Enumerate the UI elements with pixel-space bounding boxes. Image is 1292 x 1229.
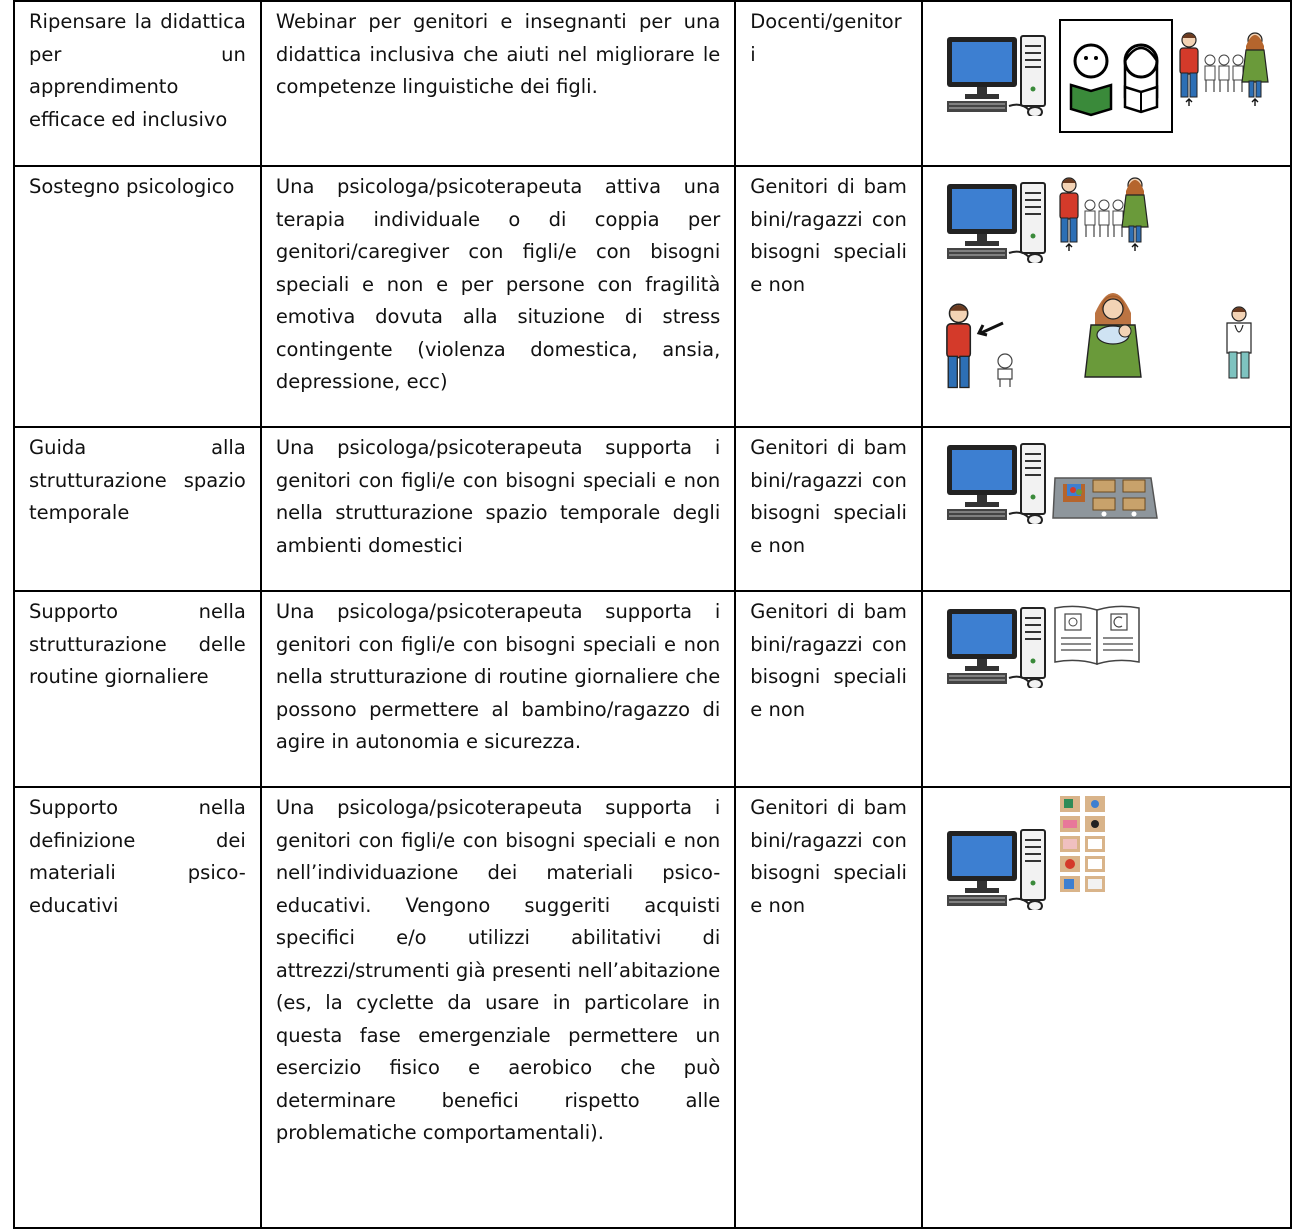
- room-layout-pictogram: [1049, 470, 1159, 526]
- computer-pictogram: [945, 828, 1047, 910]
- activity-cell: Sostegno psicologico: [14, 166, 261, 427]
- description-cell: Una psicologa/psicoterapeuta supporta i genitori con figli/e con bisogni speciali e non nell’individuazione dei materiali psico-educativi. Vengono suggeriti acquisti specifici e/o utilizzi abilitativi di attrezzi/strumenti già presenti nell’abitazione (es, la cyclette da usare in particolare in questa fase emergenziale permettere un esercizio fisico e aerobico che può determinare benefici rispetto alle problematiche comportamentali).: [261, 787, 735, 1228]
- description-cell: Una psicologa/psicoterapeuta supporta i genitori con figli/e con bisogni speciali e non nella strutturazione di routine giornaliere che possono permettere al bambino/ragazzo di agire in autonomia e sicurezza.: [261, 591, 735, 787]
- educational-cards-pictogram: [1058, 794, 1108, 898]
- audience-cell: Genitori di bambini/ragazzi con bisogni speciali e non: [735, 427, 922, 591]
- table-row: [14, 166, 1291, 427]
- parents-children-pictogram: [1177, 32, 1269, 110]
- description-cell: Una psicologa/psicoterapeuta attiva una terapia individuale o di coppia per genitori/caregiver con figli/e con bisogni speciali e non e per persone con fragilità emotiva dovuta alla situzione di stress contingente (violenza domestica, ansia, depressione, ecc): [261, 166, 735, 427]
- doctor-pictogram: [1219, 305, 1259, 385]
- table-row: [14, 427, 1291, 591]
- computer-pictogram: [945, 34, 1047, 116]
- services-table: [13, 0, 1292, 1229]
- audience-cell: Docenti/genitori: [735, 1, 922, 166]
- table-row: [14, 1, 1291, 166]
- computer-pictogram: [945, 606, 1047, 688]
- activity-cell: Guida alla strutturazione spazio temporale: [14, 427, 261, 591]
- audience-cell: Genitori di bambini/ragazzi con bisogni speciali e non: [735, 787, 922, 1228]
- table-row: [14, 787, 1291, 1228]
- computer-pictogram: [945, 442, 1047, 524]
- description-cell: Webinar per genitori e insegnanti per una didattica inclusiva che aiuti nel migliorare le competenze linguistiche dei figli.: [261, 1, 735, 166]
- description-cell: Una psicologa/psicoterapeuta supporta i genitori con figli/e con bisogni speciali e non nella strutturazione spazio temporale degli ambienti domestici: [261, 427, 735, 591]
- pictogram-cell: [922, 1, 1291, 166]
- computer-pictogram: [945, 181, 1047, 263]
- mother-baby-pictogram: [1073, 289, 1153, 379]
- schedule-book-pictogram: [1051, 604, 1143, 666]
- parents-children-pictogram: [1057, 177, 1149, 255]
- activity-cell: Supporto nella definizione dei materiali psico-educativi: [14, 787, 261, 1228]
- audience-cell: Genitori di bambini/ragazzi con bisogni speciali e non: [735, 166, 922, 427]
- father-baby-pictogram: [943, 303, 1033, 393]
- reading-pictogram-frame: [1059, 19, 1173, 133]
- audience-cell: Genitori di bambini/ragazzi con bisogni speciali e non: [735, 591, 922, 787]
- pictogram-cell: [922, 427, 1291, 591]
- activity-cell: Supporto nella strutturazione delle routine giornaliere: [14, 591, 261, 787]
- activity-cell: Ripensare la didattica per un apprendimento efficace ed inclusivo: [14, 1, 261, 166]
- table-row: [14, 591, 1291, 787]
- pictogram-cell: [922, 787, 1291, 1228]
- reading-pictogram: [1061, 21, 1171, 131]
- pictogram-cell: [922, 591, 1291, 787]
- pictogram-cell: [922, 166, 1291, 427]
